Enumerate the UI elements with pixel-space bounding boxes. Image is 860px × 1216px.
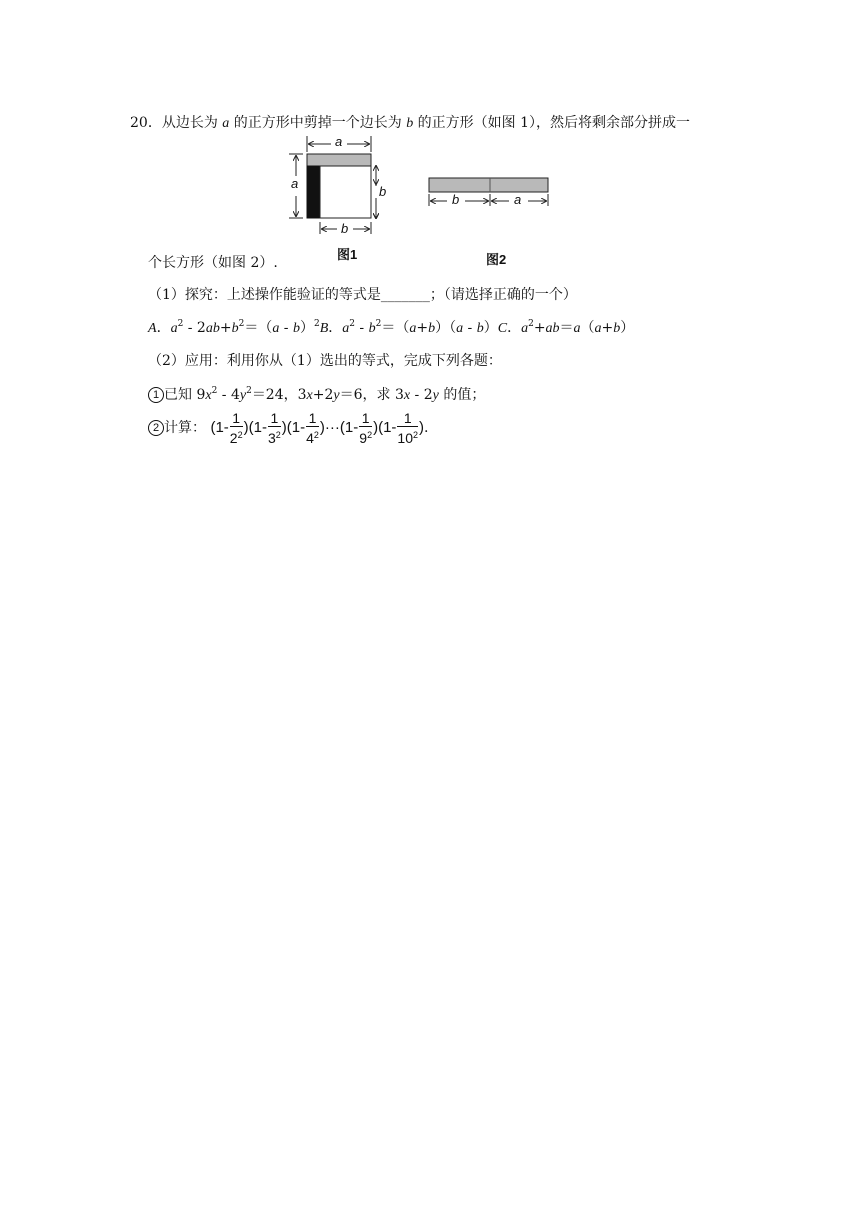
fig2-label-a: a (514, 192, 522, 207)
option-c: C．$a^2+ab=a(a+b)$ (497, 319, 635, 336)
fraction: $\frac{1}{3^2}$ (267, 410, 281, 446)
fig1-caption: 图1 (337, 247, 358, 262)
factor: (1- $\frac{1}{3^2}$ ) (248, 410, 287, 446)
factor: (1- $\frac{1}{9^2}$ ) (339, 410, 379, 446)
factor: (1- $\frac{1}{4^2}$ ) (286, 410, 325, 446)
product-expression (210, 410, 429, 446)
var-a: a (222, 116, 230, 131)
fraction: $\frac{1}{2^2}$ (229, 410, 243, 446)
figure-2-diagram (425, 170, 555, 215)
question-number: 20． (130, 115, 162, 131)
end-period: . (424, 420, 429, 436)
question-intro-1: 从边长为 (161, 115, 218, 131)
part2-item1 (148, 384, 485, 404)
fig1-label-b-bottom: b (341, 221, 349, 236)
factor: (1- $\frac{1}{2^2}$ ) (210, 410, 249, 446)
question-continuation: 个长方形（如图 2）. (148, 255, 278, 271)
fig2-label-b: b (452, 192, 460, 207)
item2-label: 计算： (164, 420, 206, 436)
item1-text: 已知 $9x^2 - 4y^2=24$，3x+2y＝6，求 3x - 2y 的值； (164, 386, 486, 403)
fig2-caption: 图2 (486, 252, 507, 267)
question-intro-3: 的正方形（如图 1），然后将剩余部分拼成一 (417, 115, 690, 131)
figure-2 (425, 170, 555, 266)
factor: (1- $\frac{1}{10^2}$ ) (378, 410, 425, 446)
fig1-label-a-left: a (291, 176, 299, 191)
option-a: A．$a^2 - 2ab+b^2=(a - b)^2$ (148, 319, 320, 336)
part2-prompt: （2）应用：利用你从（1）选出的等式，完成下列各题： (148, 353, 502, 369)
figure-1 (285, 134, 395, 264)
options-line (148, 317, 634, 337)
fraction: $\frac{1}{10^2}$ (397, 410, 419, 446)
fraction: $\frac{1}{4^2}$ (306, 410, 319, 446)
fraction: $\frac{1}{9^2}$ (359, 410, 373, 446)
question-intro-2: 的正方形中剪掉一个边长为 (233, 115, 402, 131)
item2-marker: 2 (148, 420, 164, 436)
question-line (130, 112, 690, 132)
part1-prompt: （1）探究：上述操作能验证的等式是_______；（请选择正确的一个） (148, 287, 577, 303)
option-b: B．$a^2 - b^2=(a+b)(a - b)$ (319, 319, 498, 336)
part2-item2 (148, 410, 428, 446)
fig1-label-b-right: b (379, 184, 387, 199)
ellipsis: ··· (324, 419, 340, 436)
item1-marker: 1 (148, 387, 164, 403)
fig1-label-a-top: a (335, 134, 343, 149)
var-b: b (406, 116, 414, 131)
